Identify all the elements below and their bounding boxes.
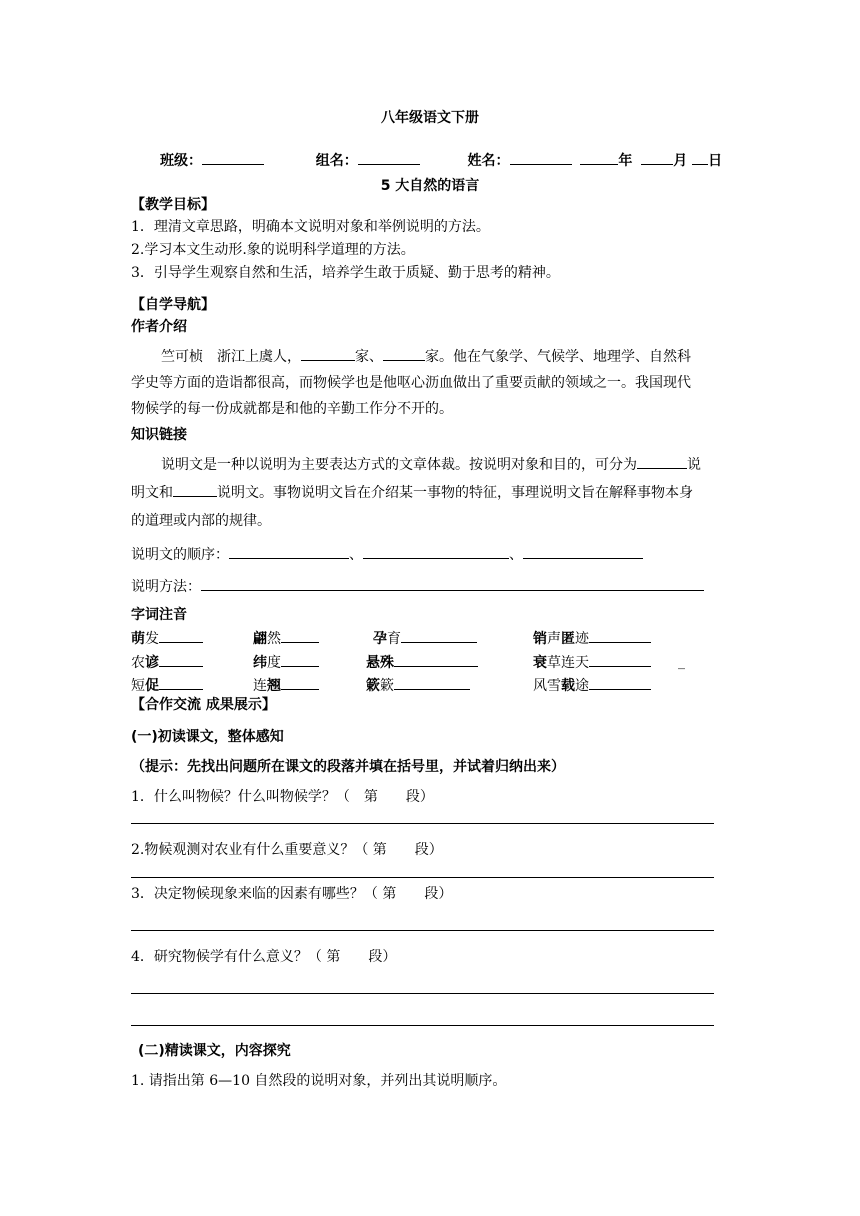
order-row xyxy=(131,540,643,570)
knowledge-line-1 xyxy=(161,450,701,480)
coop-heading: 【合作交流 成果展示】 xyxy=(131,697,276,713)
answer-line[interactable] xyxy=(131,823,714,824)
knowledge-line-3: 的道理或内部的规律。 xyxy=(131,513,271,529)
vocab-item: 农谚 xyxy=(131,652,203,673)
order-blank-3[interactable] xyxy=(523,544,643,559)
vocab-item: 孕育 xyxy=(373,628,477,649)
question-2: 2.物候观测对农业有什么重要意义？（ 第 段） xyxy=(131,842,443,858)
question-3: 3．决定物候现象来临的因素有哪些？（ 第 段） xyxy=(131,886,453,902)
month-label: 月 xyxy=(673,153,688,169)
vocab-item: 风雪载途 xyxy=(533,675,651,696)
group-label: 组名： xyxy=(315,153,358,169)
goal-item-3: 3．引导学生观察自然和生活，培养学生敢于质疑、勤于思考的精神。 xyxy=(131,265,560,281)
lesson-title: 5 大自然的语言 xyxy=(380,178,480,194)
knowledge-text-c: 明文和 xyxy=(131,485,173,501)
method-blank[interactable] xyxy=(201,576,704,591)
method-label: 说明方法： xyxy=(131,579,201,595)
order-sep-2: 、 xyxy=(509,547,523,563)
vocab-item: 衰草连天 xyxy=(533,652,651,673)
author-text-b: 家、 xyxy=(355,349,383,365)
author-para-line-2: 学史等方面的造诣都很高，而物候学也是他呕心沥血做出了重要贡献的领域之一。我国现代 xyxy=(131,375,691,391)
order-blank-1[interactable] xyxy=(229,544,349,559)
vocab-item: 萌发 xyxy=(131,628,203,649)
part1-heading: (一)初读课文，整体感知 xyxy=(131,729,284,745)
answer-line[interactable] xyxy=(131,993,714,994)
vocab-item: 翩然 xyxy=(253,628,319,649)
answer-line[interactable] xyxy=(131,1025,714,1026)
vocab-item: 短促 xyxy=(131,675,203,696)
page-title: 八年级语文下册 xyxy=(381,110,479,126)
answer-line[interactable] xyxy=(131,877,714,878)
day-blank[interactable] xyxy=(692,150,708,165)
answer-line[interactable] xyxy=(131,930,714,931)
name-label: 姓名： xyxy=(467,153,510,169)
knowledge-text-b: 说 xyxy=(687,457,701,473)
author-text-c: 家。他在气象学、气候学、地理学、自然科 xyxy=(425,349,691,365)
day-label: 日 xyxy=(708,153,723,169)
class-blank[interactable] xyxy=(202,150,264,165)
vocab-extra-mark: _ xyxy=(678,654,685,670)
goals-heading: 【教学目标】 xyxy=(131,197,215,213)
author-para-line-3: 物候学的每一份成就都是和他的辛勤工作分不开的。 xyxy=(131,401,453,417)
info-row xyxy=(160,150,722,170)
group-blank[interactable] xyxy=(358,150,420,165)
knowledge-text-d: 说明文。事物说明文旨在介绍某一事物的特征，事理说明文旨在解释事物本身 xyxy=(217,485,693,501)
method-row xyxy=(131,572,704,602)
knowledge-text-a: 说明文是一种以说明为主要表达方式的文章体裁。按说明对象和目的，可分为 xyxy=(161,457,637,473)
author-blank-1[interactable] xyxy=(301,346,355,361)
order-label: 说明文的顺序： xyxy=(131,547,229,563)
question-1: 1．什么叫物候？什么叫物候学？（ 第 段） xyxy=(131,789,434,805)
month-blank[interactable] xyxy=(641,150,673,165)
question-4: 4．研究物候学有什么意义？（ 第 段） xyxy=(131,949,397,965)
knowledge-heading: 知识链接 xyxy=(131,427,187,443)
vocab-heading: 字词注音 xyxy=(131,607,187,623)
vocab-item: 销声匿迹 xyxy=(533,628,651,649)
vocab-item: 簌簌 xyxy=(366,675,470,696)
order-sep-1: 、 xyxy=(349,547,363,563)
knowledge-blank-2[interactable] xyxy=(173,482,217,497)
class-label: 班级： xyxy=(160,153,202,169)
goal-item-1: 1．理清文章思路，明确本文说明对象和举例说明的方法。 xyxy=(131,219,490,235)
order-blank-2[interactable] xyxy=(363,544,509,559)
year-blank[interactable] xyxy=(580,150,618,165)
self-study-heading: 【自学导航】 xyxy=(131,297,215,313)
question-5: 1. 请指出第 6—10 自然段的说明对象，并列出其说明顺序。 xyxy=(131,1073,507,1089)
hint-text: （提示：先找出问题所在课文的段落并填在括号里，并试着归纳出来） xyxy=(131,759,565,775)
part2-heading: (二)精读课文，内容探究 xyxy=(138,1043,291,1059)
vocab-item: 悬殊 xyxy=(366,652,478,673)
name-blank[interactable] xyxy=(510,150,572,165)
vocab-item: 连翘 xyxy=(253,675,319,696)
goal-item-2: 2.学习本文生动形.象的说明科学道理的方法。 xyxy=(131,242,415,258)
author-text-a: 竺可桢 浙江上虞人， xyxy=(161,349,301,365)
knowledge-line-2 xyxy=(131,478,693,508)
vocab-item: 纬度 xyxy=(253,652,319,673)
author-blank-2[interactable] xyxy=(383,346,425,361)
year-label: 年 xyxy=(618,153,633,169)
knowledge-blank-1[interactable] xyxy=(637,454,687,469)
author-heading: 作者介绍 xyxy=(131,319,187,335)
